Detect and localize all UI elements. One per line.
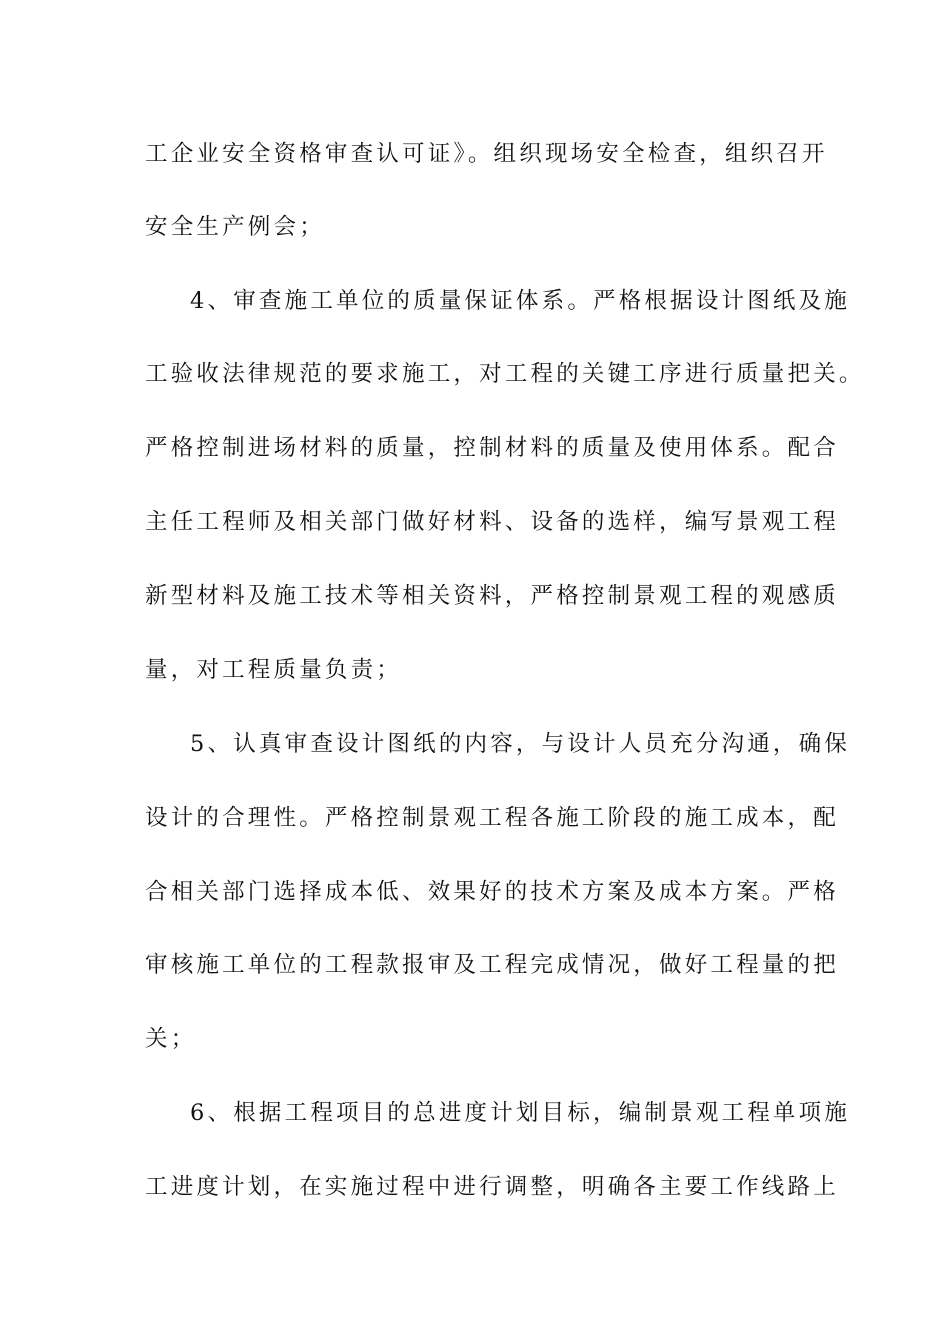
text-line-10: 设计的合理性。严格控制景观工程各施工阶段的施工成本，配 — [145, 805, 839, 831]
paragraph-6-start: 6、根据工程项目的总进度计划目标，编制景观工程单项施 — [190, 1100, 851, 1126]
text-line-11: 合相关部门选择成本低、效果好的技术方案及成本方案。严格 — [145, 879, 839, 905]
text-line-5: 严格控制进场材料的质量，控制材料的质量及使用体系。配合 — [145, 435, 839, 461]
text-line-1: 工企业安全资格审查认可证》。组织现场安全检查，组织召开 — [145, 141, 828, 167]
text-line-15: 工进度计划，在实施过程中进行调整，明确各主要工作线路上 — [145, 1174, 839, 1200]
text-line-4: 工验收法律规范的要求施工，对工程的关键工序进行质量把关。 — [145, 361, 865, 387]
text-line-6: 主任工程师及相关部门做好材料、设备的选样，编写景观工程 — [145, 509, 839, 535]
text-line-8: 量，对工程质量负责； — [145, 657, 403, 683]
paragraph-4-start: 4、审查施工单位的质量保证体系。严格根据设计图纸及施 — [190, 288, 851, 314]
text-line-7: 新型材料及施工技术等相关资料，严格控制景观工程的观感质 — [145, 583, 839, 609]
paragraph-5-start: 5、认真审查设计图纸的内容，与设计人员充分沟通，确保 — [190, 731, 851, 757]
text-line-2: 安全生产例会； — [145, 214, 325, 240]
text-line-12: 审核施工单位的工程款报审及工程完成情况，做好工程量的把 — [145, 952, 839, 978]
text-line-13: 关； — [145, 1026, 197, 1052]
